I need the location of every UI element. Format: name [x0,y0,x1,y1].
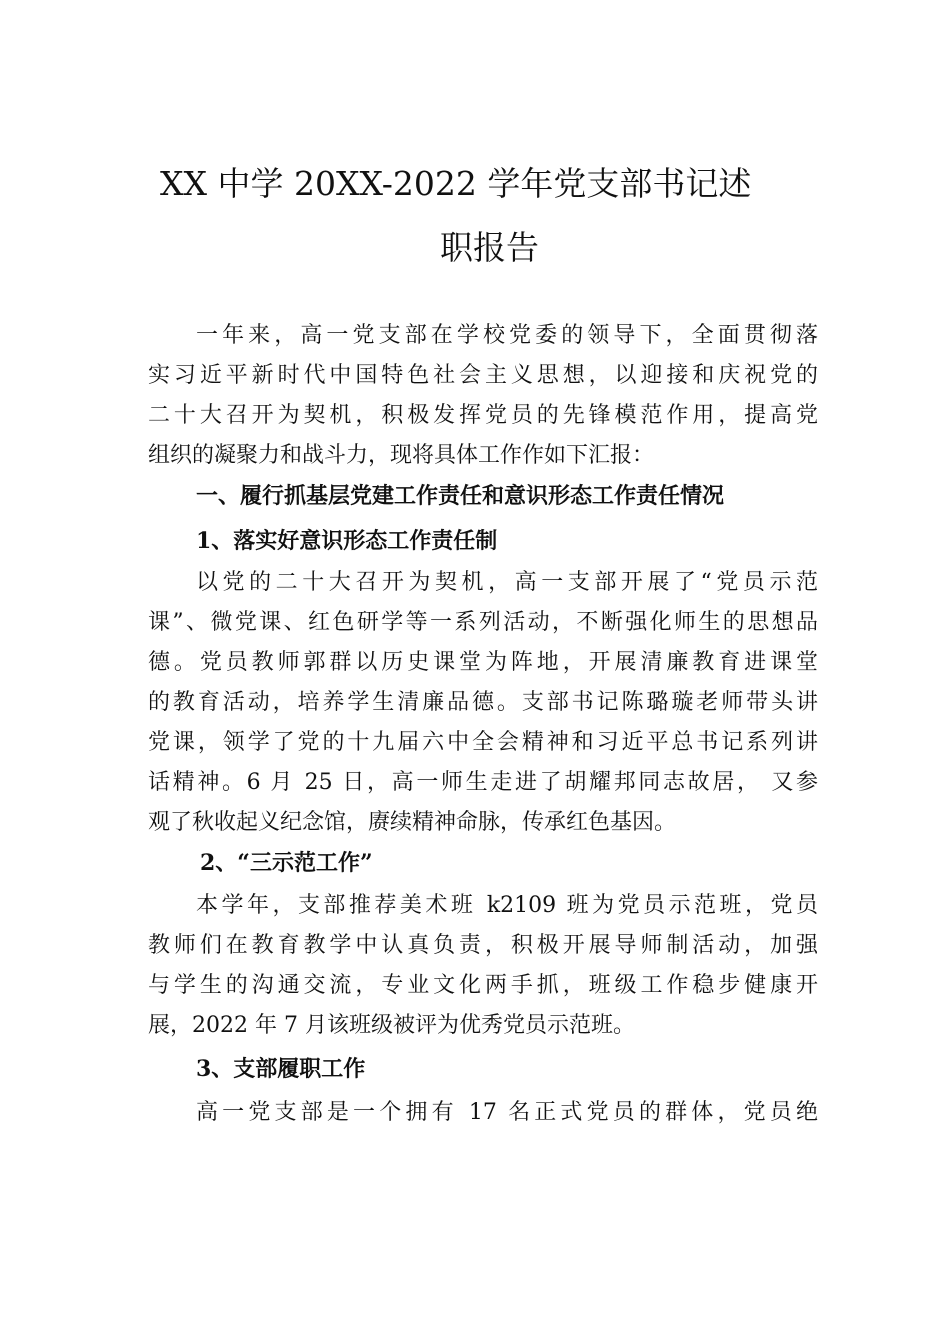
document-title: XX 中学 20XX-2022 学年党支部书记述 [160,164,752,203]
body-paragraph-line: 德。党员教师郭群以历史课堂为阵地，开展清廉教育进课堂 [148,650,818,675]
document-title-continued: 职报告 [440,228,539,267]
body-paragraph-line: 的教育活动，培养学生清廉品德。支部书记陈璐璇老师带头讲 [148,690,818,715]
body-paragraph-line: 展，2022 年 7 月该班级被评为优秀党员示范班。 [148,1013,635,1038]
body-paragraph-line: 本学年，支部推荐美术班 k2109 班为党员示范班，党员 [196,893,818,918]
intro-paragraph-line: 一年来，高一党支部在学校党委的领导下，全面贯彻落 [196,323,818,348]
body-paragraph-line: 高一党支部是一个拥有 17 名正式党员的群体，党员绝 [196,1100,818,1125]
body-paragraph-line: 教师们在教育教学中认真负责，积极开展导师制活动，加强 [148,933,818,958]
body-paragraph-line: 党课，领学了党的十九届六中全会精神和习近平总书记系列讲 [148,730,818,755]
intro-paragraph-line: 二十大召开为契机，积极发挥党员的先锋模范作用，提高党 [148,403,818,428]
subsection-heading: 2、“三示范工作” [200,850,373,876]
body-paragraph-line: 观了秋收起义纪念馆，赓续精神命脉，传承红色基因。 [148,810,677,835]
body-paragraph-line: 课”、微党课、红色研学等一系列活动，不断强化师生的思想品 [148,610,818,635]
intro-paragraph-line: 实习近平新时代中国特色社会主义思想，以迎接和庆祝党的 [148,363,818,388]
section-heading: 一、履行抓基层党建工作责任和意识形态工作责任情况 [196,483,725,509]
body-paragraph-line: 与学生的沟通交流，专业文化两手抓，班级工作稳步健康开 [148,973,818,998]
subsection-heading: 1、落实好意识形态工作责任制 [196,528,498,554]
subsection-heading: 3、支部履职工作 [196,1056,366,1082]
body-paragraph-line: 以党的二十大召开为契机，高一支部开展了“党员示范 [196,570,818,595]
intro-paragraph-line: 组织的凝聚力和战斗力，现将具体工作作如下汇报： [148,443,655,468]
body-paragraph-line: 话精神。6 月 25 日，高一师生走进了胡耀邦同志故居， 又参 [148,770,818,795]
